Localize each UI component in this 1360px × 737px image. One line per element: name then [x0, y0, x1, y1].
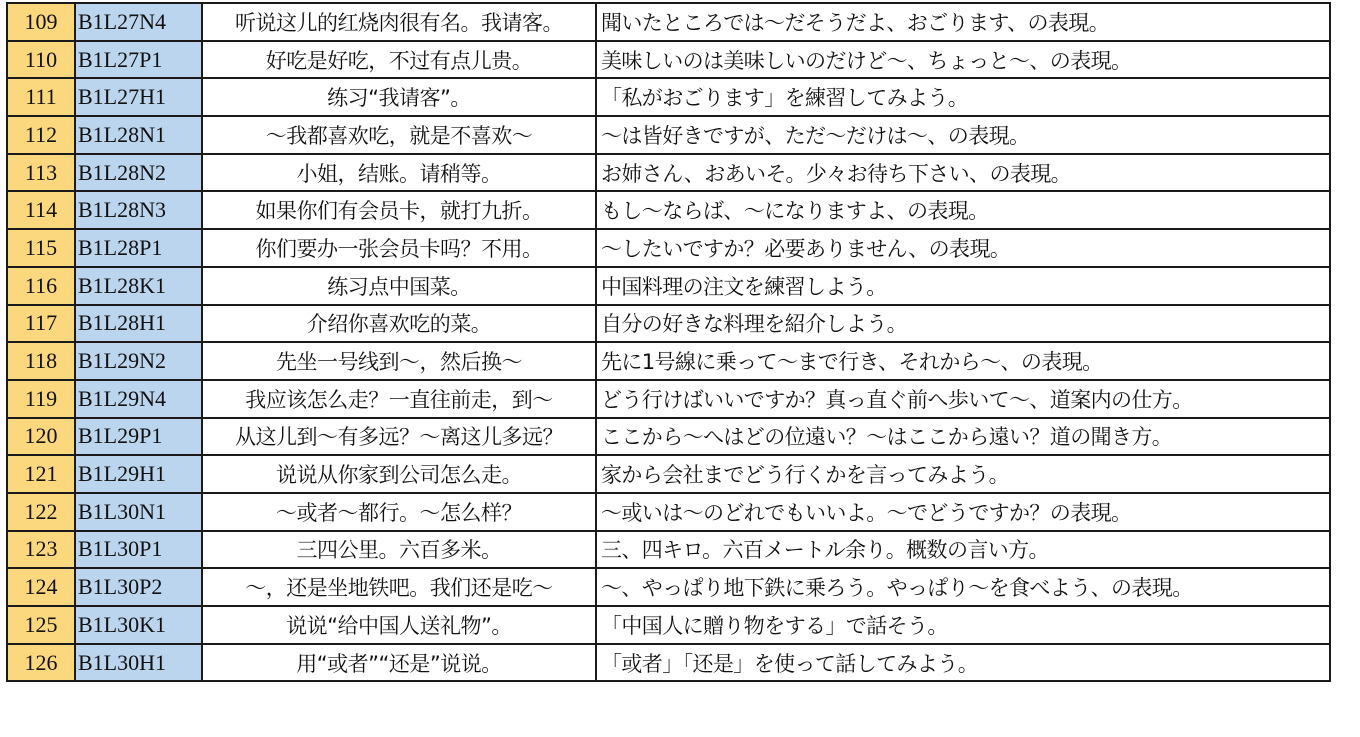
chinese-phrase-cell: 介绍你喜欢吃的菜。	[202, 305, 596, 343]
row-number-cell: 122	[7, 493, 75, 531]
table-row	[7, 191, 1330, 229]
japanese-description-cell: ～、やっぱり地下鉄に乗ろう。やっぱり～を食べよう、の表現。	[596, 568, 1330, 606]
row-number-cell: 117	[7, 305, 75, 343]
table-row	[7, 116, 1330, 154]
lesson-code-cell: B1L29N2	[75, 342, 202, 380]
row-number-cell: 113	[7, 154, 75, 192]
chinese-phrase-cell: 听说这儿的红烧肉很有名。我请客。	[202, 3, 596, 41]
chinese-phrase-cell: 小姐，结账。请稍等。	[202, 154, 596, 192]
japanese-description-cell: ここから～へはどの位遠い？～はここから遠い？道の聞き方。	[596, 418, 1330, 456]
table-row	[7, 342, 1330, 380]
japanese-description-cell: ～は皆好きですが、ただ～だけは～、の表現。	[596, 116, 1330, 154]
chinese-phrase-cell: ～，还是坐地铁吧。我们还是吃～	[202, 568, 596, 606]
lesson-code-cell: B1L28K1	[75, 267, 202, 305]
row-number-cell: 124	[7, 568, 75, 606]
row-number-cell: 121	[7, 455, 75, 493]
japanese-description-cell: ～したいですか？必要ありません、の表現。	[596, 229, 1330, 267]
lesson-table-body	[7, 3, 1330, 681]
row-number-cell: 112	[7, 116, 75, 154]
lesson-code-cell: B1L28N3	[75, 191, 202, 229]
chinese-phrase-cell: 练习“我请客”。	[202, 78, 596, 116]
chinese-phrase-cell: 我应该怎么走？一直往前走，到～	[202, 380, 596, 418]
lesson-code-cell: B1L30H1	[75, 644, 202, 682]
table-row	[7, 455, 1330, 493]
japanese-description-cell: もし～ならば、～になりますよ、の表現。	[596, 191, 1330, 229]
chinese-phrase-cell: 如果你们有会员卡，就打九折。	[202, 191, 596, 229]
chinese-phrase-cell: 先坐一号线到～，然后换～	[202, 342, 596, 380]
table-row	[7, 644, 1330, 682]
lesson-code-cell: B1L30K1	[75, 606, 202, 644]
japanese-description-cell: 家から会社までどう行くかを言ってみよう。	[596, 455, 1330, 493]
row-number-cell: 115	[7, 229, 75, 267]
row-number-cell: 109	[7, 3, 75, 41]
chinese-phrase-cell: ～我都喜欢吃，就是不喜欢～	[202, 116, 596, 154]
chinese-phrase-cell: 说说从你家到公司怎么走。	[202, 455, 596, 493]
chinese-phrase-cell: 说说“给中国人送礼物”。	[202, 606, 596, 644]
lesson-table	[6, 2, 1331, 682]
table-row	[7, 531, 1330, 569]
table-row	[7, 267, 1330, 305]
chinese-phrase-cell: 好吃是好吃，不过有点儿贵。	[202, 41, 596, 79]
table-row	[7, 3, 1330, 41]
chinese-phrase-cell: 练习点中国菜。	[202, 267, 596, 305]
lesson-code-cell: B1L29N4	[75, 380, 202, 418]
japanese-description-cell: どう行けばいいですか？真っ直ぐ前へ歩いて～、道案内の仕方。	[596, 380, 1330, 418]
table-row	[7, 78, 1330, 116]
table-row	[7, 229, 1330, 267]
table-row	[7, 568, 1330, 606]
chinese-phrase-cell: 从这儿到～有多远？～离这儿多远？	[202, 418, 596, 456]
chinese-phrase-cell: 用“或者”“还是”说说。	[202, 644, 596, 682]
japanese-description-cell: 「私がおごります」を練習してみよう。	[596, 78, 1330, 116]
lesson-code-cell: B1L27N4	[75, 3, 202, 41]
row-number-cell: 116	[7, 267, 75, 305]
row-number-cell: 118	[7, 342, 75, 380]
row-number-cell: 110	[7, 41, 75, 79]
japanese-description-cell: 三、四キロ。六百メートル余り。概数の言い方。	[596, 531, 1330, 569]
chinese-phrase-cell: ～或者～都行。～怎么样？	[202, 493, 596, 531]
row-number-cell: 123	[7, 531, 75, 569]
table-row	[7, 493, 1330, 531]
japanese-description-cell: 美味しいのは美味しいのだけど～、ちょっと～、の表現。	[596, 41, 1330, 79]
table-row	[7, 41, 1330, 79]
lesson-code-cell: B1L29H1	[75, 455, 202, 493]
japanese-description-cell: 先に1号線に乗って～まで行き、それから～、の表現。	[596, 342, 1330, 380]
row-number-cell: 120	[7, 418, 75, 456]
chinese-phrase-cell: 三四公里。六百多米。	[202, 531, 596, 569]
lesson-code-cell: B1L28H1	[75, 305, 202, 343]
table-row	[7, 154, 1330, 192]
lesson-code-cell: B1L28N1	[75, 116, 202, 154]
row-number-cell: 125	[7, 606, 75, 644]
lesson-code-cell: B1L27H1	[75, 78, 202, 116]
row-number-cell: 111	[7, 78, 75, 116]
lesson-code-cell: B1L27P1	[75, 41, 202, 79]
japanese-description-cell: お姉さん、おあいそ。少々お待ち下さい、の表現。	[596, 154, 1330, 192]
row-number-cell: 126	[7, 644, 75, 682]
japanese-description-cell: ～或いは～のどれでもいいよ。～でどうですか？の表現。	[596, 493, 1330, 531]
japanese-description-cell: 「或者」「还是」を使って話してみよう。	[596, 644, 1330, 682]
lesson-code-cell: B1L30P1	[75, 531, 202, 569]
lesson-code-cell: B1L30P2	[75, 568, 202, 606]
japanese-description-cell: 中国料理の注文を練習しよう。	[596, 267, 1330, 305]
table-row	[7, 380, 1330, 418]
lesson-code-cell: B1L29P1	[75, 418, 202, 456]
japanese-description-cell: 聞いたところでは～だそうだよ、おごります、の表現。	[596, 3, 1330, 41]
japanese-description-cell: 自分の好きな料理を紹介しよう。	[596, 305, 1330, 343]
chinese-phrase-cell: 你们要办一张会员卡吗？不用。	[202, 229, 596, 267]
row-number-cell: 119	[7, 380, 75, 418]
lesson-code-cell: B1L28N2	[75, 154, 202, 192]
row-number-cell: 114	[7, 191, 75, 229]
table-row	[7, 305, 1330, 343]
table-row	[7, 606, 1330, 644]
table-row	[7, 418, 1330, 456]
japanese-description-cell: 「中国人に贈り物をする」で話そう。	[596, 606, 1330, 644]
lesson-code-cell: B1L30N1	[75, 493, 202, 531]
lesson-code-cell: B1L28P1	[75, 229, 202, 267]
